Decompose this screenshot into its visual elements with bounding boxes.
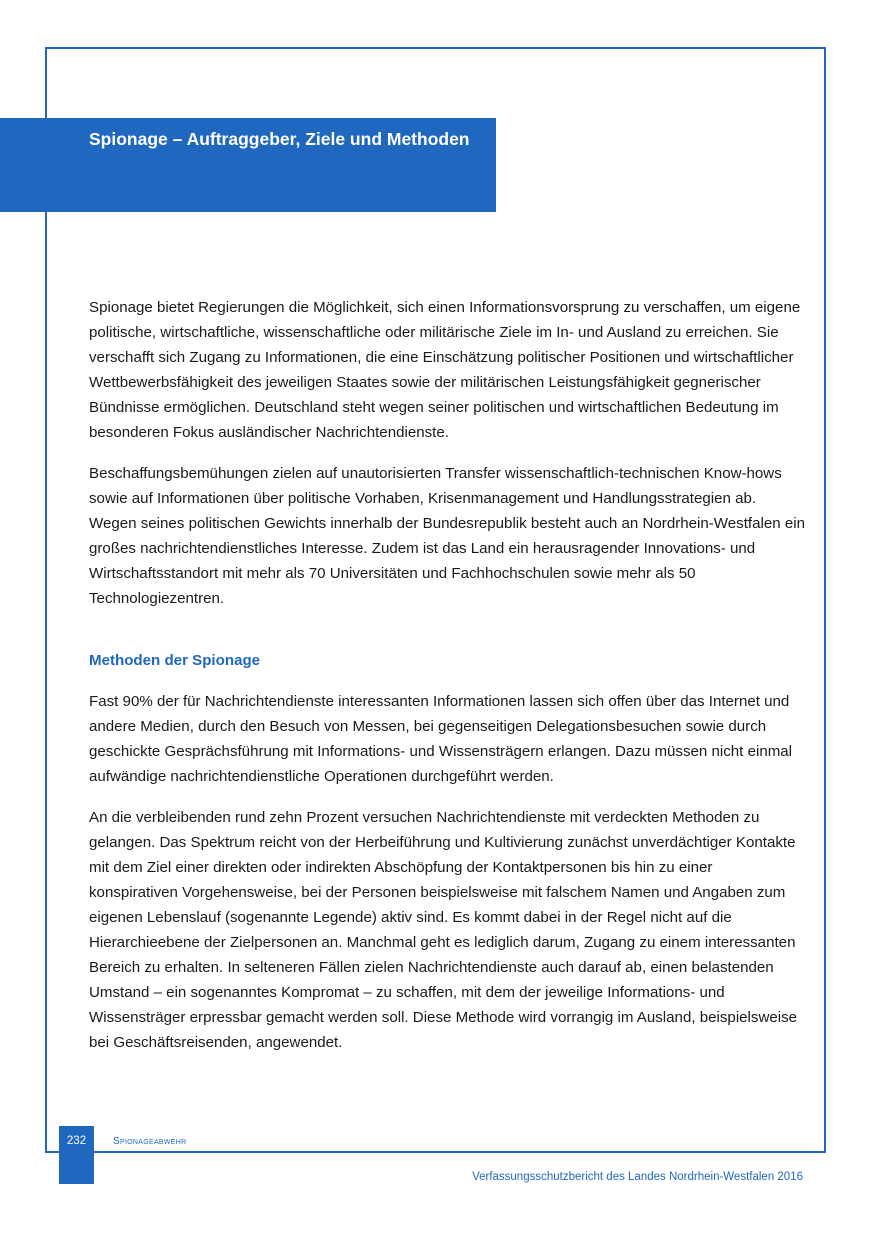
paragraph-covert-methods: An die verbleibenden rund zehn Prozent versuchen Nachrichtendienste mit verdeckten Methoden zu gelangen. Das Spektrum reicht von der Herbeiführung und Kultivierung zunächst unverdächtiger Kontakte mit dem Ziel einer direkten oder indirekten Abschöpfung der Kontaktpersonen bis hin zu einer konspirativen Vorgehensweise, bei der Personen beispielsweise mit falschem Namen und Angaben zum eigenen Lebenslauf (sogenannte Legende) aktiv sind. Es kommt dabei in der Regel nicht auf die Hierarchieebene der Zielpersonen an. Manchmal geht es lediglich darum, Zugang zu einem interessanten Bereich zu erhalten. In selteneren Fällen zielen Nachrichtendienste auch darauf ab, einen belastenden Umstand – ein sogenanntes Kompromat – zu schaffen, mit dem der jeweilige Informations- und Wissensträger erpressbar gemacht werden soll. Diese Methode wird vorrangig im Ausland, beispielsweise bei Geschäftsreisenden, angewendet. xyxy=(89,809,798,1051)
paragraph-open-sources: Fast 90% der für Nachrichtendienste interessanten Informationen lassen sich offen über das Internet und andere Medien, durch den Besuch von Messen, bei gegenseitigen Delegationsbesuchen sowie durch geschickte Gesprächsführung mit Informations- und Wissensträgern erlangen. Dazu müssen nicht einmal aufwändige nachrichtendienstliche Operationen durchgeführt werden. xyxy=(89,693,793,785)
paragraph-procurement: Beschaffungsbemühungen zielen auf unautorisierten Transfer wissenschaftlich-technischen Know-hows sowie auf Informationen über politische Vorhaben, Krisenmanagement und Handlungsstrategien ab. Wegen seines politischen Gewichts innerhalb der Bundesrepublik besteht auch an Nordrhein-Westfalen ein großes nachrichtendienstliches Interesse. Zudem ist das Land ein herausragender Innovations- und Wirtschaftsstandort mit mehr als 70 Universitäten und Fachhochschulen sowie mehr als 50 Technologiezentren. xyxy=(89,465,805,607)
section-heading: Methoden der Spionage xyxy=(89,652,261,669)
page-number: 232 xyxy=(66,1135,87,1147)
publication-title: Verfassungsschutzbericht des Landes Nordrhein-Westfalen 2016 xyxy=(472,1171,803,1183)
main-content xyxy=(89,295,805,1071)
page-number-tab xyxy=(59,1126,94,1184)
section-label: Spionageabwehr xyxy=(113,1136,187,1147)
paragraph-intro: Spionage bietet Regierungen die Möglichkeit, sich einen Informationsvorsprung zu verschaffen, um eigene politische, wirtschaftliche, wissenschaftliche oder militärische Ziele im In- und Ausland zu erreichen. Sie verschafft sich Zugang zu Informationen, die eine Einschätzung politischer Positionen und wirtschaftlicher Wettbewerbsfähigkeit des jeweiligen Staates sowie der militärischen Leistungsfähigkeit gegnerischer Bündnisse ermöglichen. Deutschland steht wegen seiner politischen und wirtschaftlichen Bedeutung im besonderen Fokus ausländischer Nachrichtendienste. xyxy=(89,299,801,441)
title-banner xyxy=(0,118,496,212)
page-title: Spionage – Auftraggeber, Ziele und Methoden xyxy=(89,129,470,149)
